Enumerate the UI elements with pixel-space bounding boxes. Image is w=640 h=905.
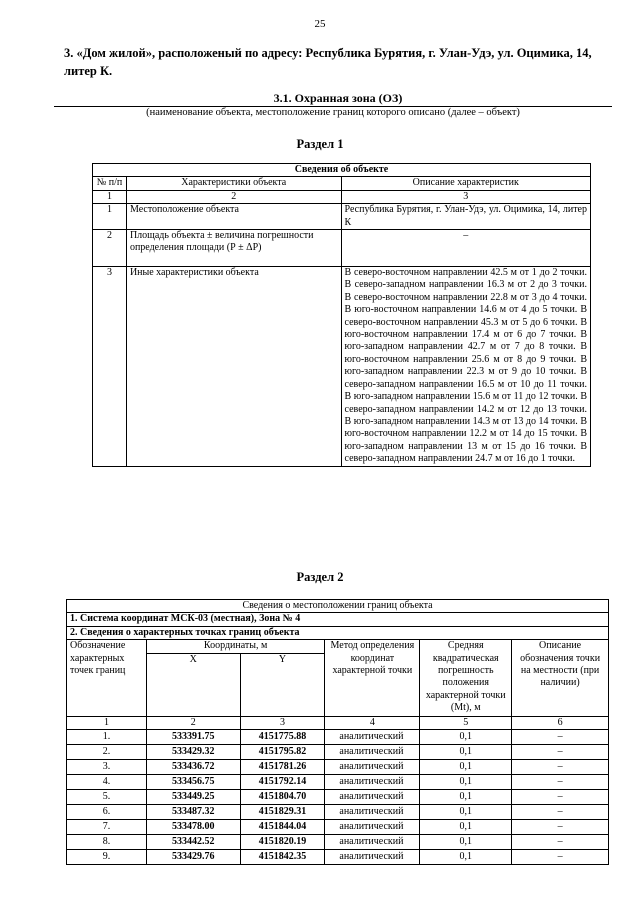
point-mt: 0,1	[420, 760, 512, 775]
section1-title: Раздел 1	[296, 137, 344, 151]
table1-header-description: Описание характеристик	[341, 177, 590, 190]
point-x: 533436.72	[146, 760, 240, 775]
point-desc: –	[512, 820, 609, 835]
point-y: 4151820.19	[240, 835, 325, 850]
point-n: 2.	[67, 745, 147, 760]
point-n: 8.	[67, 835, 147, 850]
point-method: аналитический	[325, 760, 420, 775]
point-mt: 0,1	[420, 850, 512, 865]
table2-title: Сведения о местоположении границ объекта	[67, 600, 609, 613]
point-mt: 0,1	[420, 805, 512, 820]
point-desc: –	[512, 745, 609, 760]
table-row	[93, 204, 591, 230]
point-y: 4151842.35	[240, 850, 325, 865]
table2-colnum: 5	[420, 716, 512, 729]
document-heading: 3. «Дом жилой», расположеный по адресу: Республика Бурятия, г. Улан-Удэ, ул. Оцимика, 14, литер К.	[64, 46, 592, 78]
point-x: 533456.75	[146, 775, 240, 790]
point-y: 4151804.70	[240, 790, 325, 805]
table1-header-num: № п/п	[93, 177, 127, 190]
point-desc: –	[512, 730, 609, 745]
table-row	[67, 775, 609, 790]
point-y: 4151775.88	[240, 730, 325, 745]
row-desc: Республика Бурятия, г. Улан-Удэ, ул. Оцимика, 14, литер К	[341, 204, 590, 230]
table-row	[93, 230, 591, 267]
table1-colnum: 2	[126, 190, 341, 203]
table-row	[67, 760, 609, 775]
table1-colnum: 3	[341, 190, 590, 203]
header-x: X	[146, 653, 240, 716]
point-method: аналитический	[325, 850, 420, 865]
table1-title: Сведения об объекте	[93, 164, 591, 177]
point-desc: –	[512, 760, 609, 775]
point-n: 4.	[67, 775, 147, 790]
point-desc: –	[512, 835, 609, 850]
point-method: аналитический	[325, 790, 420, 805]
zone-subheading: 3.1. Охранная зона (ОЗ)	[273, 91, 403, 105]
point-n: 9.	[67, 850, 147, 865]
table-row	[67, 850, 609, 865]
table2-colnum: 2	[146, 716, 240, 729]
object-info-table	[92, 163, 591, 467]
row-name: Площадь объекта ± величина погрешности определения площади (Р ± ΔР)	[126, 230, 341, 267]
point-n: 1.	[67, 730, 147, 745]
point-y: 4151844.04	[240, 820, 325, 835]
point-method: аналитический	[325, 805, 420, 820]
point-n: 7.	[67, 820, 147, 835]
table2-colnum: 4	[325, 716, 420, 729]
row-num: 3	[93, 267, 127, 467]
page-number: 25	[314, 18, 326, 30]
subheading-note: (наименование объекта, местоположение границ которого описано (далее – объект)	[146, 107, 520, 118]
point-method: аналитический	[325, 730, 420, 745]
point-mt: 0,1	[420, 790, 512, 805]
point-y: 4151792.14	[240, 775, 325, 790]
point-mt: 0,1	[420, 775, 512, 790]
point-mt: 0,1	[420, 835, 512, 850]
table2-colnum: 6	[512, 716, 609, 729]
point-y: 4151795.82	[240, 745, 325, 760]
row-desc: –	[341, 230, 590, 267]
table-row	[67, 745, 609, 760]
point-desc: –	[512, 805, 609, 820]
point-x: 533487.32	[146, 805, 240, 820]
table2-colnum: 3	[240, 716, 325, 729]
table-row	[67, 820, 609, 835]
point-desc: –	[512, 775, 609, 790]
point-y: 4151829.31	[240, 805, 325, 820]
header-coords: Координаты, м	[146, 640, 325, 653]
header-y: Y	[240, 653, 325, 716]
table2-colnum: 1	[67, 716, 147, 729]
row-num: 2	[93, 230, 127, 267]
point-method: аналитический	[325, 835, 420, 850]
point-x: 533442.52	[146, 835, 240, 850]
header-accuracy: Средняя квадратическая погрешность положения характерной точки (Мt), м	[420, 640, 512, 716]
table1-header-characteristics: Характеристики объекта	[126, 177, 341, 190]
table-row	[67, 730, 609, 745]
point-method: аналитический	[325, 745, 420, 760]
point-y: 4151781.26	[240, 760, 325, 775]
point-desc: –	[512, 790, 609, 805]
header-marking: Описание обозначения точки на местности (при наличии)	[512, 640, 609, 716]
coordinate-system: 1. Система координат МСК-03 (местная), Зона № 4	[67, 613, 609, 626]
point-mt: 0,1	[420, 730, 512, 745]
table-row	[93, 267, 591, 467]
table-row	[67, 835, 609, 850]
point-x: 533429.76	[146, 850, 240, 865]
point-mt: 0,1	[420, 820, 512, 835]
row-name: Иные характеристики объекта	[126, 267, 341, 467]
point-x: 533429.32	[146, 745, 240, 760]
header-method: Метод определения координат характерной точки	[325, 640, 420, 716]
row-num: 1	[93, 204, 127, 230]
point-x: 533449.25	[146, 790, 240, 805]
point-n: 6.	[67, 805, 147, 820]
table1-colnum: 1	[93, 190, 127, 203]
boundary-points-table	[66, 599, 609, 865]
points-title: 2. Сведения о характерных точках границ объекта	[67, 626, 609, 639]
section2-title: Раздел 2	[296, 570, 344, 584]
point-n: 5.	[67, 790, 147, 805]
point-desc: –	[512, 850, 609, 865]
table-row	[67, 790, 609, 805]
header-designation: Обозначение характерных точек границ	[67, 640, 147, 716]
point-method: аналитический	[325, 820, 420, 835]
row-desc: В северо-восточном направлении 42.5 м от 1 до 2 точки. В северо-западном направлении 16.3 м от 2 до 3 точки. В северо-восточном направлении 22.8 м от 3 до 4 точки. В юго-восточном направлении 14.6 м от 4 до 5 точки. В северо-восточном направлении 45.3 м от 5 до 6 точки. В юго-восточном направлении 17.4 м от 6 до 7 точки. В юго-западном направлении 42.7 м от 7 до 8 точки. В юго-восточном направлении 25.6 м от 8 до 9 точки. В юго-западном направлении 22.3 м от 9 до 10 точки. В северо-западном направлении 16.5 м от 10 до 11 точки. В юго-западном направлении 15.6 м от 11 до 12 точки. В северо-западном направлении 14.2 м от 12 до 13 точки. В юго-западном направлении 14.3 м от 13 до 14 точки. В юго-восточном направлении 12.2 м от 14 до 15 точки. В юго-западном направлении 13 м от 15 до 16 точки. В северо-западном направлении 24.7 м от 16 до 1 точки.	[341, 267, 590, 467]
point-n: 3.	[67, 760, 147, 775]
point-mt: 0,1	[420, 745, 512, 760]
row-name: Местоположение объекта	[126, 204, 341, 230]
point-x: 533478.00	[146, 820, 240, 835]
table-row	[67, 805, 609, 820]
point-method: аналитический	[325, 775, 420, 790]
point-x: 533391.75	[146, 730, 240, 745]
